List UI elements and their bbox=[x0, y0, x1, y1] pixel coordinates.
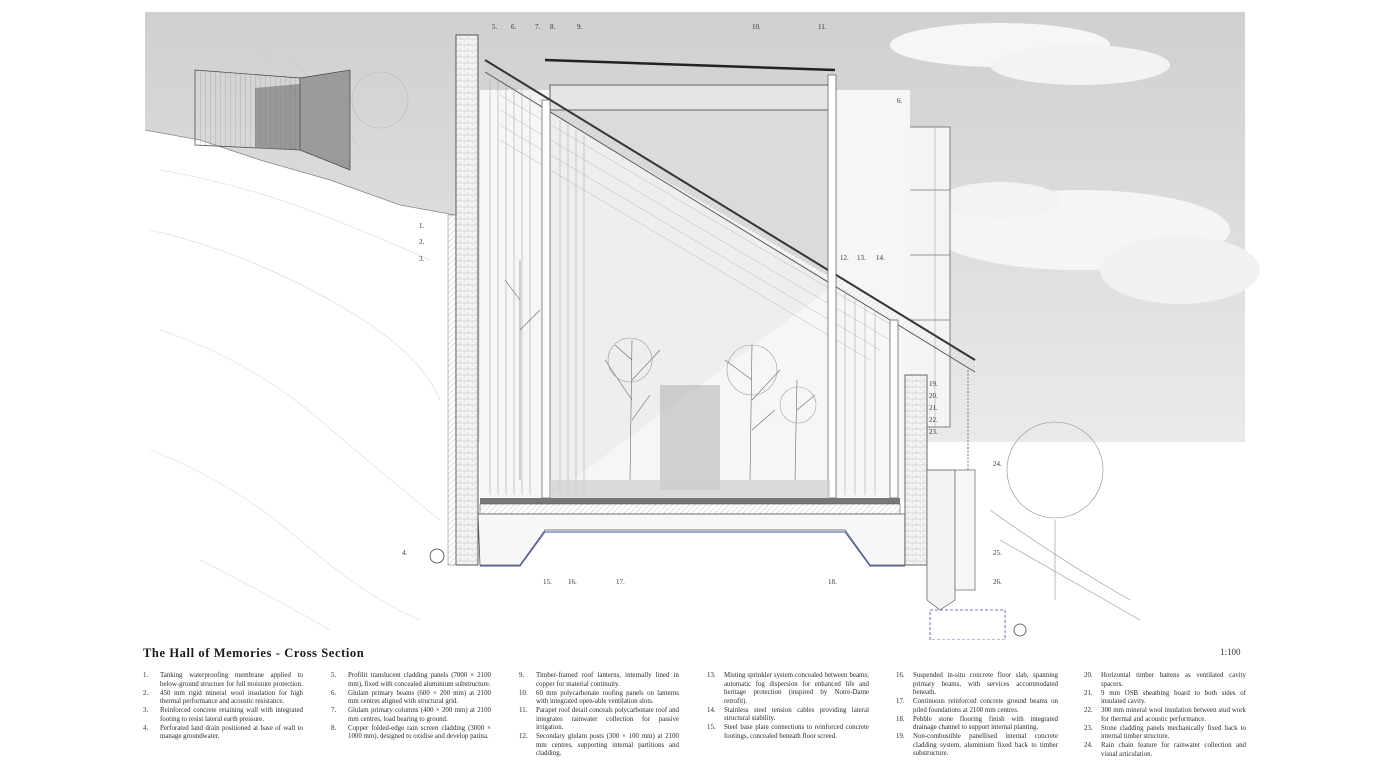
callout-4: 4. bbox=[402, 549, 408, 557]
note-item: 7. Glulam primary columns (400 × 200 mm) at 2100 mm centres, load bearing to ground. bbox=[331, 707, 491, 723]
callout-6-right: 6. bbox=[897, 97, 903, 105]
callout-22: 22. bbox=[929, 416, 938, 424]
note-item: 15. Steel base plate connections to reinforced concrete footings, concealed beneath floor screed. bbox=[707, 724, 869, 740]
note-item: 17. Continuous reinforced concrete ground beams on piled foundations at 2100 mm centres. bbox=[896, 698, 1058, 714]
note-item: 11. Parapet roof detail conceals polycarbonate roof and integrates rainwater collection for passive irrigation. bbox=[519, 707, 679, 731]
note-item: 16. Suspended in-situ concrete floor slab, spanning primary beams, with services accommodated beneath. bbox=[896, 672, 1058, 696]
callout-24: 24. bbox=[993, 460, 1002, 468]
note-item: 19. Non-combustible panellised internal concrete cladding system, aluminium fixed back to timber substructure. bbox=[896, 733, 1058, 757]
callout-12: 12. bbox=[840, 254, 849, 262]
exterior-trees bbox=[990, 422, 1140, 620]
notes-column-1 bbox=[143, 672, 303, 742]
note-item: 1. Tanking waterproofing membrane applied to below-ground structure for full moisture protection. bbox=[143, 672, 303, 688]
callout-15: 15. bbox=[543, 578, 552, 586]
note-item: 23. Stone cladding panels mechanically fixed back to internal timber structure. bbox=[1084, 724, 1246, 740]
callout-18: 18. bbox=[828, 578, 837, 586]
note-item: 21. 9 mm OSB sheathing board to both sides of insulated cavity. bbox=[1084, 689, 1246, 705]
drawing-title: The Hall of Memories - Cross Section bbox=[143, 646, 365, 660]
note-item: 9. Timber-framed roof lanterns, internally lined in copper for material continuity. bbox=[519, 672, 679, 688]
notes-column-3 bbox=[519, 672, 679, 759]
callout-1: 1. bbox=[419, 222, 425, 230]
note-item: 5. Profilit translucent cladding panels (7000 × 2100 mm), fixed with concealed aluminium substructure. bbox=[331, 672, 491, 688]
callout-17: 17. bbox=[616, 578, 625, 586]
callout-16: 16. bbox=[568, 578, 577, 586]
callout-23: 23. bbox=[929, 428, 938, 436]
note-item: 13. Misting sprinkler system concealed between beams; automatic fog dispersion for enhanced life and heritage protection (inspired by Notre-Dame retrofit). bbox=[707, 672, 869, 705]
callout-11: 11. bbox=[818, 23, 827, 31]
callout-19: 19. bbox=[929, 380, 938, 388]
note-item: 6. Glulam primary beams (600 × 200 mm) at 2100 mm centres aligned with structural grid. bbox=[331, 689, 491, 705]
note-item: 2. 450 mm rigid mineral wool insulation for high thermal performance and acoustic resistance. bbox=[143, 689, 303, 705]
callout-5: 5. bbox=[492, 23, 498, 31]
note-item: 12. Secondary glulam posts (300 × 100 mm) at 2100 mm centres, supporting internal partitions and cladding. bbox=[519, 733, 679, 757]
note-item: 18. Pebble stone flooring finish with integrated drainage channel to support internal planting. bbox=[896, 715, 1058, 731]
callout-20: 20. bbox=[929, 392, 938, 400]
note-item: 20. Horizontal timber battens as ventilated cavity spacers. bbox=[1084, 672, 1246, 688]
note-item: 8. Copper folded-edge rain screen cladding (3000 × 1000 mm), designed to oxidise and develop patina. bbox=[331, 724, 491, 740]
note-item: 22. 300 mm mineral wool insulation between stud work for thermal and acoustic performance. bbox=[1084, 707, 1246, 723]
notes-column-2 bbox=[331, 672, 491, 742]
notes-column-4 bbox=[707, 672, 869, 742]
callout-10: 10. bbox=[752, 23, 761, 31]
note-item: 24. Rain chain feature for rainwater collection and visual articulation. bbox=[1084, 742, 1246, 758]
callout-3: 3. bbox=[419, 255, 425, 263]
callout-25: 25. bbox=[993, 549, 1002, 557]
callout-26: 26. bbox=[993, 578, 1002, 586]
callout-8: 8. bbox=[550, 23, 556, 31]
notes-column-6 bbox=[1084, 672, 1246, 760]
callout-7: 7. bbox=[535, 23, 541, 31]
scale-label: 1:100 bbox=[1220, 647, 1241, 657]
note-item: 10. 60 mm polycarbonate roofing panels on lanterns with integrated open-able ventilation slots. bbox=[519, 689, 679, 705]
callout-13: 13. bbox=[857, 254, 866, 262]
note-item: 4. Perforated land drain positioned at base of wall to manage groundwater. bbox=[143, 724, 303, 740]
callout-21: 21. bbox=[929, 404, 938, 412]
note-item: 14. Stainless steel tension cables providing lateral structural stability. bbox=[707, 706, 869, 722]
callout-6: 6. bbox=[511, 23, 517, 31]
callout-14: 14. bbox=[876, 254, 885, 262]
note-item: 3. Reinforced concrete retaining wall with integrated footing to resist lateral earth pressure. bbox=[143, 707, 303, 723]
callout-2: 2. bbox=[419, 238, 425, 246]
callout-9: 9. bbox=[577, 23, 583, 31]
notes-column-5 bbox=[896, 672, 1058, 759]
